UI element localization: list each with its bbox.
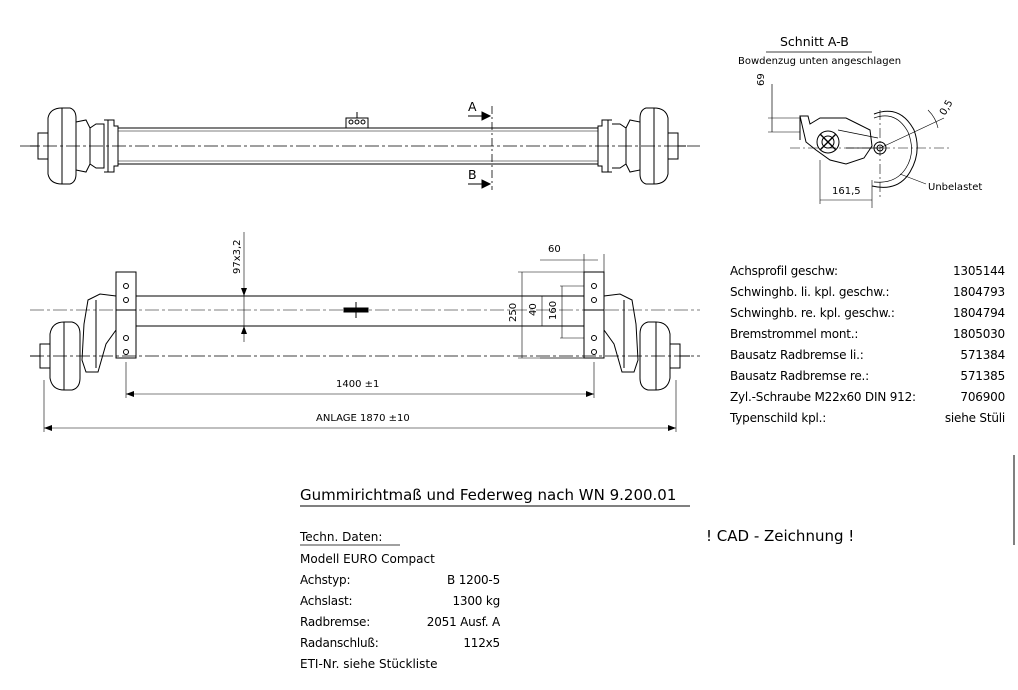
parts-label: Bausatz Radbremse li.: — [730, 348, 864, 362]
section-dim-69: 69 — [756, 73, 767, 86]
tech-label: Achslast: — [300, 594, 353, 608]
parts-label: Schwinghb. re. kpl. geschw.: — [730, 306, 895, 320]
dim-40-label: 40 — [528, 303, 539, 316]
heading: Gummirichtmaß und Federweg nach WN 9.200.01 — [300, 486, 677, 504]
parts-number: 571384 — [960, 348, 1005, 362]
tech-label: Radanschluß: — [300, 636, 379, 650]
tech-value: B 1200-5 — [447, 573, 500, 587]
cut-label-a: A — [468, 99, 477, 114]
parts-label: Bremstrommel mont.: — [730, 327, 859, 341]
parts-label: Schwinghb. li. kpl. geschw.: — [730, 285, 890, 299]
dim-track-label: 1400 ±1 — [336, 379, 380, 390]
tech-row — [300, 573, 500, 593]
parts-number: 1305144 — [952, 264, 1005, 278]
tech-row — [300, 594, 500, 614]
parts-row — [730, 348, 1005, 368]
parts-row — [730, 411, 1005, 431]
tech-title: Techn. Daten: — [300, 530, 383, 544]
dim-profile-label: 97x3,2 — [232, 239, 243, 274]
parts-row — [730, 306, 1005, 326]
tech-row — [300, 636, 500, 656]
tech-label: Radbremse: — [300, 615, 371, 629]
front-view-axle — [30, 232, 700, 432]
section-state-label: Unbelastet — [928, 182, 983, 193]
parts-number: 706900 — [960, 390, 1005, 404]
section-dim-angle: 0,5 — [938, 98, 956, 118]
parts-row — [730, 369, 1005, 389]
parts-label: Bausatz Radbremse re.: — [730, 369, 869, 383]
dim-160-label: 160 — [548, 300, 559, 320]
tech-value: 2051 Ausf. A — [426, 615, 500, 629]
parts-number: 1804793 — [952, 285, 1005, 299]
parts-row — [730, 264, 1005, 284]
cut-label-b: B — [468, 167, 477, 182]
section-view-graphic — [766, 52, 950, 208]
parts-row — [730, 285, 1005, 305]
top-view-axle — [20, 106, 700, 190]
parts-label: Achsprofil geschw: — [730, 264, 838, 278]
parts-number: siehe Stüli — [944, 411, 1005, 425]
tech-label: Achstyp: — [300, 573, 351, 587]
section-title: Schnitt A-B — [780, 34, 849, 49]
tech-eti: ETI-Nr. siehe Stückliste — [300, 657, 438, 671]
parts-row — [730, 390, 1005, 410]
dim-250-label: 250 — [508, 302, 519, 322]
tech-model: Modell EURO Compact — [300, 552, 435, 566]
section-subtitle: Bowdenzug unten angeschlagen — [738, 56, 902, 67]
parts-number: 1804794 — [952, 306, 1005, 320]
parts-label: Typenschild kpl.: — [730, 411, 827, 425]
parts-number: 571385 — [960, 369, 1005, 383]
cad-note: ! CAD - Zeichnung ! — [706, 527, 855, 545]
parts-label: Zyl.-Schraube M22x60 DIN 912: — [730, 390, 916, 404]
dim-anlage-label: ANLAGE 1870 ±10 — [316, 413, 410, 424]
parts-number: 1805030 — [952, 327, 1005, 341]
parts-row — [730, 327, 1005, 347]
tech-value: 1300 kg — [452, 594, 500, 608]
tech-value: 112x5 — [463, 636, 500, 650]
section-dim-161: 161,5 — [832, 186, 861, 197]
dim-60-label: 60 — [548, 244, 561, 255]
tech-row — [300, 615, 500, 635]
